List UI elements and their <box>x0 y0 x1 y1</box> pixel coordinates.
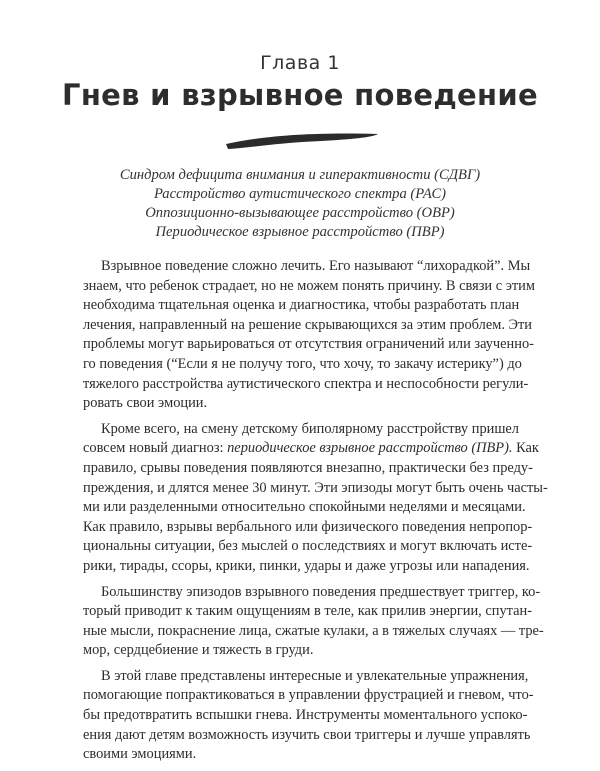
diagnosis-item: Синдром дефицита внимания и гиперактивности (СДВГ) <box>119 167 481 183</box>
text-line: тяжелого расстройства аутистического спектра и неспособности регули- <box>83 375 529 392</box>
text-line: Как правило, взрывы вербального или физического поведения непропор- <box>83 518 533 535</box>
text-line: В этой главе представлены интересные и увлекательные упражнения, <box>101 667 529 684</box>
brush-stroke-divider <box>222 128 382 152</box>
text-line: Взрывное поведение сложно лечить. Его называют “лихорадкой”. Мы <box>101 258 531 274</box>
paragraph <box>83 667 534 765</box>
text-line: своими эмоциями. <box>83 746 197 763</box>
text-line: лечения, направленный на решение скрывающихся за этим проблем. Эти <box>83 316 533 333</box>
text-line: мор, сердцебиение и тяжесть в груди. <box>83 642 314 659</box>
body-text <box>83 257 548 771</box>
italic-term: периодическое взрывное расстройство (ПВР). <box>227 440 513 457</box>
text-line: Кроме всего, на смену детскому биполярному расстройству пришел <box>101 420 519 437</box>
diagnosis-item: Расстройство аутистического спектра (РАС) <box>153 186 447 202</box>
text-line: помогающие попрактиковаться в управлении фрустрацией и гневом, что- <box>83 687 534 704</box>
text-line: торый приводит к таким ощущениям в теле, как прилив энергии, спутан- <box>83 603 532 620</box>
chapter-label: Глава 1 <box>260 52 340 74</box>
text-line: рики, тирады, ссоры, крики, пинки, удары и даже угрозы или нападения. <box>83 557 530 574</box>
text-line: циональны ситуации, без мыслей о последствиях и могут включать исте- <box>83 538 533 555</box>
text-line-with-term <box>83 439 539 459</box>
text-line: ровать свои эмоции. <box>83 395 208 412</box>
text-line: го поведения (“Если я не получу того, что хочу, то закачу истерику”) до <box>83 355 522 372</box>
text-line: бы предотвратить вспышки гнева. Инструменты моментального успоко- <box>83 707 528 724</box>
text-segment: совсем новый диагноз: <box>83 440 228 457</box>
diagnosis-list <box>0 166 600 242</box>
paragraph <box>83 257 535 414</box>
text-line: ения дают детям возможность изучить свои триггеры и лучше управлять <box>83 726 531 743</box>
text-line: ные мысли, покраснение лица, сжатые кулаки, а в тяжелых случаях — тре- <box>83 622 544 639</box>
text-line: ми или разделенными относительно спокойными неделями и месяцами. <box>83 499 526 516</box>
diagnosis-item: Периодическое взрывное расстройство (ПВР) <box>155 224 445 240</box>
text-line: знаем, что ребенок страдает, но не можем понять причину. В связи с этим <box>83 277 535 294</box>
text-line: необходима тщательная оценка и диагностика, чтобы разработать план <box>83 297 520 314</box>
paragraph <box>83 420 548 577</box>
diagnosis-item: Оппозиционно-вызывающее расстройство (ОВР) <box>145 205 455 221</box>
text-segment: Как <box>512 440 539 457</box>
text-line: преждения, и длятся менее 30 минут. Эти эпизоды могут быть очень часты- <box>83 479 548 496</box>
text-line: Большинству эпизодов взрывного поведения предшествует триггер, ко- <box>101 583 541 600</box>
text-line: проблемы могут варьироваться от отсутствия ограничений или заученно- <box>83 336 534 353</box>
text-line: правило, срывы поведения появляются внезапно, практически без преду- <box>83 459 533 476</box>
chapter-title: Гнев и взрывное поведение <box>62 78 538 112</box>
paragraph <box>83 583 544 661</box>
